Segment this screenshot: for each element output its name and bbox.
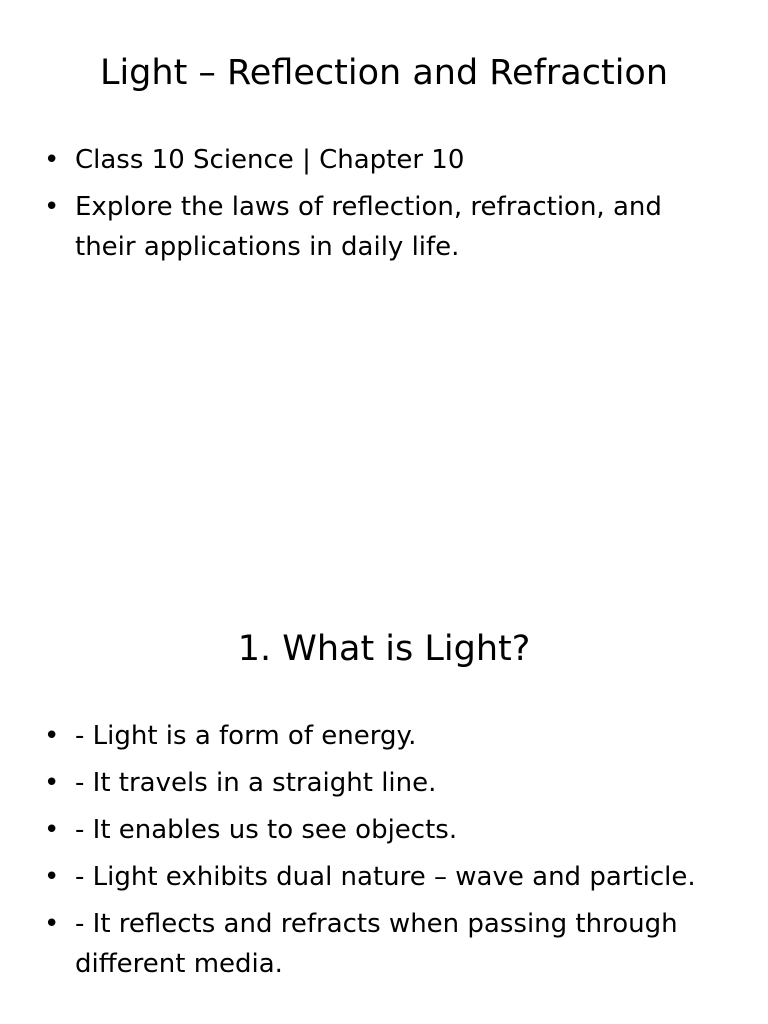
bullet-text: - Light exhibits dual nature – wave and particle. [75,862,696,892]
bullet-text: - It reflects and refracts when passing through different media. [75,909,678,979]
bullet-icon: • [44,768,60,798]
bullet-text: Class 10 Science | Chapter 10 [75,145,465,175]
list-item [0,810,768,850]
bullet-icon: • [44,815,60,845]
list-item [0,763,768,803]
bullet-text: - Light is a form of energy. [75,721,417,751]
bullet-list [0,716,768,991]
bullet-icon: • [44,862,60,892]
bullet-list [0,140,768,274]
slide-what-is-light [0,576,768,1024]
bullet-text: - It enables us to see objects. [75,815,458,845]
slide-title: Light – Reflection and Refraction [99,53,669,93]
bullet-icon: • [44,192,60,222]
bullet-text: - It travels in a straight line. [75,768,437,798]
list-item [0,857,768,897]
list-item [0,904,768,984]
list-item [0,187,768,267]
list-item [0,140,768,180]
bullet-icon: • [44,721,60,751]
slide-title: 1. What is Light? [237,629,531,669]
bullet-icon: • [44,145,60,175]
list-item [0,716,768,756]
bullet-icon: • [44,909,60,939]
bullet-text: Explore the laws of reflection, refraction, and their applications in daily life. [75,192,662,262]
